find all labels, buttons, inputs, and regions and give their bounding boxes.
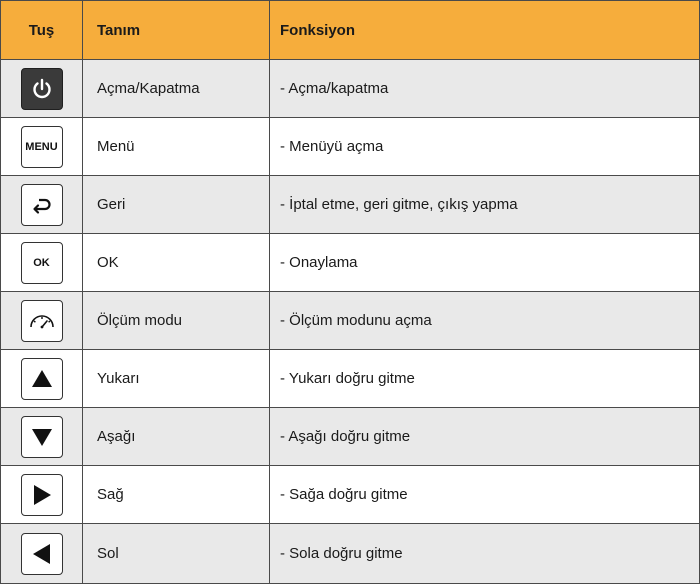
row-function: - Sola doğru gitme: [280, 545, 403, 562]
triangle-down-icon: [29, 424, 55, 450]
table-row: [1, 60, 699, 118]
row-name: Ölçüm modu: [83, 292, 270, 349]
row-name: Yukarı: [83, 350, 270, 407]
right-key: [21, 474, 63, 516]
table-row: [1, 234, 699, 292]
row-function: - Sağa doğru gitme: [280, 486, 408, 503]
ok-key-label: OK: [33, 256, 50, 269]
header-name: Tanım: [83, 1, 270, 59]
row-name: Açma/Kapatma: [83, 60, 270, 117]
menu-key-label: MENU: [25, 140, 58, 153]
triangle-right-icon: [29, 482, 55, 508]
power-key: [21, 68, 63, 110]
row-name: OK: [83, 234, 270, 291]
back-key: [21, 184, 63, 226]
down-key: [21, 416, 63, 458]
row-name: Sağ: [83, 466, 270, 523]
table-row: [1, 408, 699, 466]
back-arrow-icon: [30, 193, 54, 217]
ok-key: [21, 242, 63, 284]
row-function: - Açma/kapatma: [280, 80, 389, 97]
header-function: Fonksiyon: [280, 21, 356, 39]
up-key: [21, 358, 63, 400]
row-name: Aşağı: [83, 408, 270, 465]
row-function: - Yukarı doğru gitme: [280, 370, 415, 387]
row-function: - Menüyü açma: [280, 138, 384, 155]
row-function: - Ölçüm modunu açma: [280, 312, 432, 329]
table-row: [1, 466, 699, 524]
power-icon: [30, 77, 54, 101]
table-header-row: [1, 1, 699, 60]
row-function: - İptal etme, geri gitme, çıkış yapma: [280, 196, 518, 213]
table-row: [1, 292, 699, 350]
row-function: - Aşağı doğru gitme: [280, 428, 411, 445]
table-row: [1, 350, 699, 408]
triangle-left-icon: [29, 541, 55, 567]
row-name: Menü: [83, 118, 270, 175]
gauge-icon: [28, 311, 56, 331]
table-row: [1, 176, 699, 234]
triangle-up-icon: [29, 366, 55, 392]
measure-mode-key: [21, 300, 63, 342]
header-key: Tuş: [1, 1, 83, 59]
row-name: Geri: [83, 176, 270, 233]
table-row: [1, 524, 699, 583]
row-function: - Onaylama: [280, 254, 358, 271]
left-key: [21, 533, 63, 575]
table-row: [1, 118, 699, 176]
menu-key: [21, 126, 63, 168]
row-name: Sol: [83, 524, 270, 583]
